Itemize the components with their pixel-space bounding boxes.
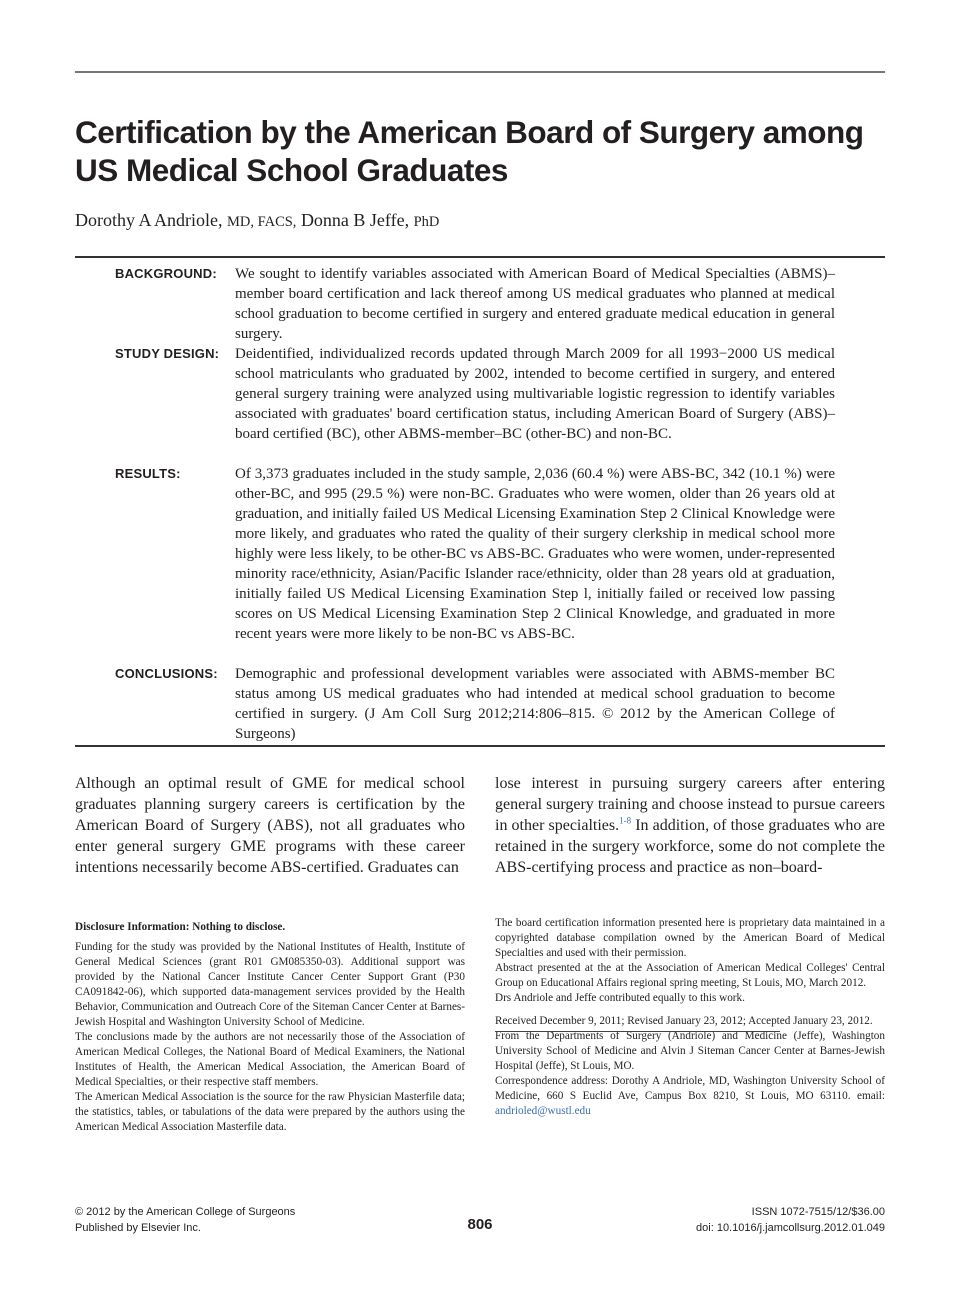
affiliation-note: From the Departments of Surgery (Andriole) and Medicine (Jeffe), Washington University School of Medicine and Alvin J Siteman Cancer Center at Barnes-Jewish Hospital (Jeffe), St Louis, MO.	[495, 1030, 885, 1072]
conclusions-label: CONCLUSIONS:	[115, 666, 218, 681]
author-1-degrees: MD, FACS,	[227, 214, 297, 230]
disclosure-note: Disclosure Information: Nothing to disclose.	[75, 921, 286, 933]
ama-note: The American Medical Association is the source for the raw Physician Masterfile data; the statistics, tables, or tabulations of the data were prepared by the authors using the American Medical Association Masterfile data.	[75, 1091, 465, 1133]
page-number: 806	[467, 1216, 493, 1233]
author-line	[75, 210, 439, 231]
body-right-part-1: lose interest in pursuing surgery careers after entering general surgery training and choose instead to pursue careers in other specialties.	[495, 775, 885, 834]
footnotes-right	[495, 916, 885, 1119]
background-label: BACKGROUND:	[115, 266, 217, 281]
correspondence-text: Correspondence address: Dorothy A Andriole, MD, Washington University School of Medicine, 660 S Euclid Ave, Campus Box 8210, St Louis, MO 63110. email:	[495, 1075, 885, 1102]
author-1-name: Dorothy A Andriole,	[75, 210, 223, 230]
footnotes-left	[75, 920, 465, 1135]
top-rule	[75, 71, 885, 73]
email-link[interactable]: andrioled@wustl.edu	[495, 1105, 591, 1117]
study-design-label: STUDY DESIGN:	[115, 346, 220, 361]
conclusions-text: Demographic and professional development variables were associated with ABMS-member BC status among US medical graduates who had intended at medical school graduation to become certified in surgery. (J Am Coll Surg 2012;214:806–815. © 2012 by the American College of Surgeons)	[235, 666, 835, 742]
proprietary-note: The board certification information presented here is proprietary data maintained in a copyrighted database compilation owned by the American Board of Medical Specialties and used with their permission.	[495, 917, 885, 959]
author-2-name: Donna B Jeffe,	[300, 210, 410, 230]
publisher-line: Published by Elsevier Inc.	[75, 1222, 201, 1234]
results-text: Of 3,373 graduates included in the study sample, 2,036 (60.4 %) were ABS-BC, 342 (10.1 %) were other-BC, and 995 (29.5 %) were non-BC. Graduates who were women, older than 26 years old at graduation, and initially failed US Medical Licensing Examination Step 2 Clinical Knowledge were more likely, and graduates who rated the quality of their surgery clerkship in medical school more highly were less likely, to be other-BC vs ABS-BC. Graduates who were women, under-represented minority race/ethnicity, Asian/Pacific Islander race/ethnicity, older than 28 years old at graduation, initially failed US Medical Licensing Examination Step l, initially failed or received low passing scores on US Medical Licensing Examination Step 2 Clinical Knowledge, and graduated in more recent years were more likely to be non-BC vs ABS-BC.	[235, 466, 835, 642]
correspondence-note	[495, 1074, 885, 1119]
funding-note: Funding for the study was provided by the National Institutes of Health, Institute of General Medical Sciences (grant R01 GM085350-03). Additional support was provided by the National Cancer Institute Cancer Center Support Grant (P30 CA091842-06), which supported data-management services provided by the Health Behavior, Communication and Outreach Core of the Siteman Cancer Center at Barnes-Jewish Hospital and Washington University School of Medicine.	[75, 941, 465, 1028]
article-title: Certification by the American Board of Surgery among US Medical School Graduates	[75, 114, 864, 188]
footer-right	[696, 1204, 885, 1236]
equal-contribution-note: Drs Andriole and Jeffe contributed equally to this work.	[495, 992, 745, 1004]
issn-line: ISSN 1072-7515/12/$36.00	[751, 1206, 885, 1218]
copyright-line: © 2012 by the American College of Surgeons	[75, 1206, 296, 1218]
abstract-presented-note: Abstract presented at the at the Association of American Medical Colleges' Central Group on Educational Affairs regional spring meeting, St Louis, MO, March 2012.	[495, 962, 885, 989]
background-text: We sought to identify variables associated with American Board of Medical Specialties (ABMS)–member board certification and lack thereof among US medical graduates who planned at medical school graduation to become certified in surgery and entered graduate medical education in general surgery.	[235, 266, 835, 342]
received-dates: Received December 9, 2011; Revised January 23, 2012; Accepted January 23, 2012.	[495, 1015, 873, 1027]
author-2-degrees: PhD	[413, 214, 440, 230]
study-design-text: Deidentified, individualized records updated through March 2009 for all 1993−2000 US medical school matriculants who graduated by 2002, intended to become certified in surgery, and entered general surgery training were analyzed using multivariable logistic regression to identify variables associated with graduates' board certification status, including American Board of Surgery (ABS)–board certified (BC), other ABMS-member–BC (other-BC) and non-BC.	[235, 346, 835, 442]
footer-left	[75, 1204, 295, 1236]
body-text-left: Although an optimal result of GME for medical school graduates planning surgery careers is certification by the American Board of Surgery (ABS), not all graduates who enter general surgery GME programs with these career intentions necessarily become ABS-certified. Graduates can	[75, 775, 465, 876]
body-text-right	[495, 773, 885, 878]
abstract	[75, 256, 885, 747]
footnote-divider	[495, 1031, 780, 1032]
conclusions-disclaimer: The conclusions made by the authors are not necessarily those of the Association of American Medical Colleges, the National Board of Medical Examiners, the National Institutes of Health, the American Medical Association, the American Board of Medical Specialties, or their respective staff members.	[75, 1031, 465, 1088]
doi-line[interactable]: doi: 10.1016/j.jamcollsurg.2012.01.049	[696, 1222, 885, 1234]
reference-link[interactable]: 1-8	[619, 815, 632, 826]
results-label: RESULTS:	[115, 466, 181, 481]
body-right-part-2: In addition, of those graduates who are retained in the surgery workforce, some do not complete the ABS-certifying process and practice as non–board-	[495, 817, 885, 876]
